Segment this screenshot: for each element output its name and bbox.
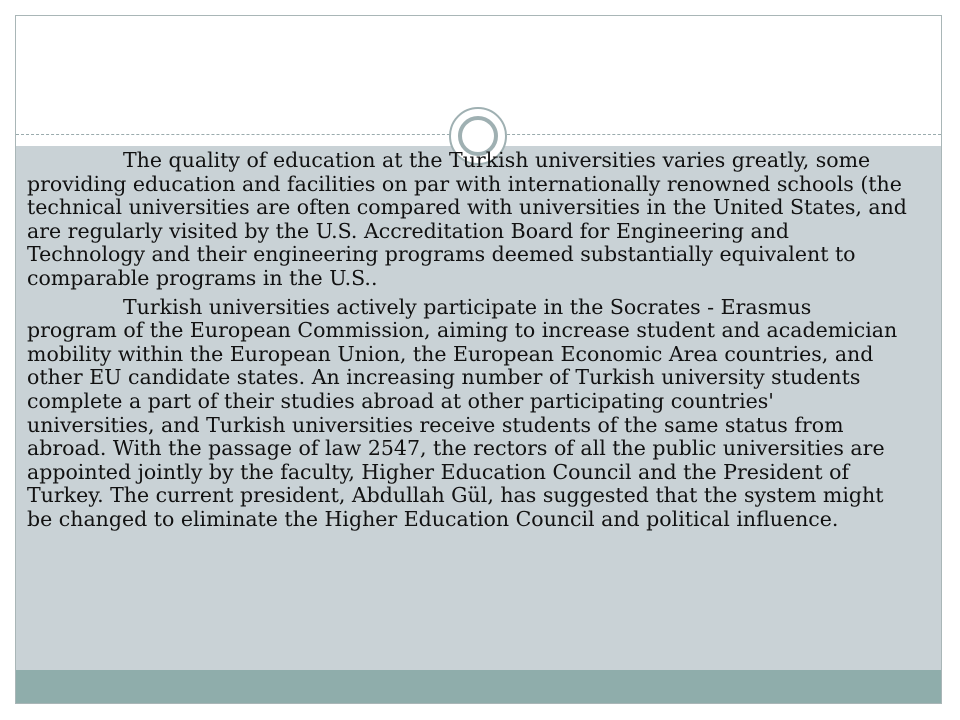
footer-band xyxy=(16,670,941,704)
paragraph-erasmus: Turkish universities actively participate in the Socrates - Erasmus program of the European Commission, aiming to increase student and academician mobility within the European Union, the European Economic Area countries, and other EU candidate states. An increasing number of Turkish university students complete a part of their studies abroad at other participating countries' universities, and Turkish universities receive students of the same status from abroad. With the passage of law 2547, the rectors of all the public universities are appointed jointly by the faculty, Higher Education Council and the President of Turkey. The current president, Abdullah Gül, has suggested that the system might be changed to eliminate the Higher Education Council and political influence. xyxy=(27,294,898,531)
paragraph-education-quality: The quality of education at the Turkish universities varies greatly, some providing education and facilities on par with internationally renowned schools (the technical universities are often compared with universities in the United States, and are regularly visited by the U.S. Accreditation Board for Engineering and Technology and their engineering programs deemed substantially equivalent to comparable programs in the U.S.. xyxy=(27,148,907,290)
slide-body-text xyxy=(27,149,907,537)
